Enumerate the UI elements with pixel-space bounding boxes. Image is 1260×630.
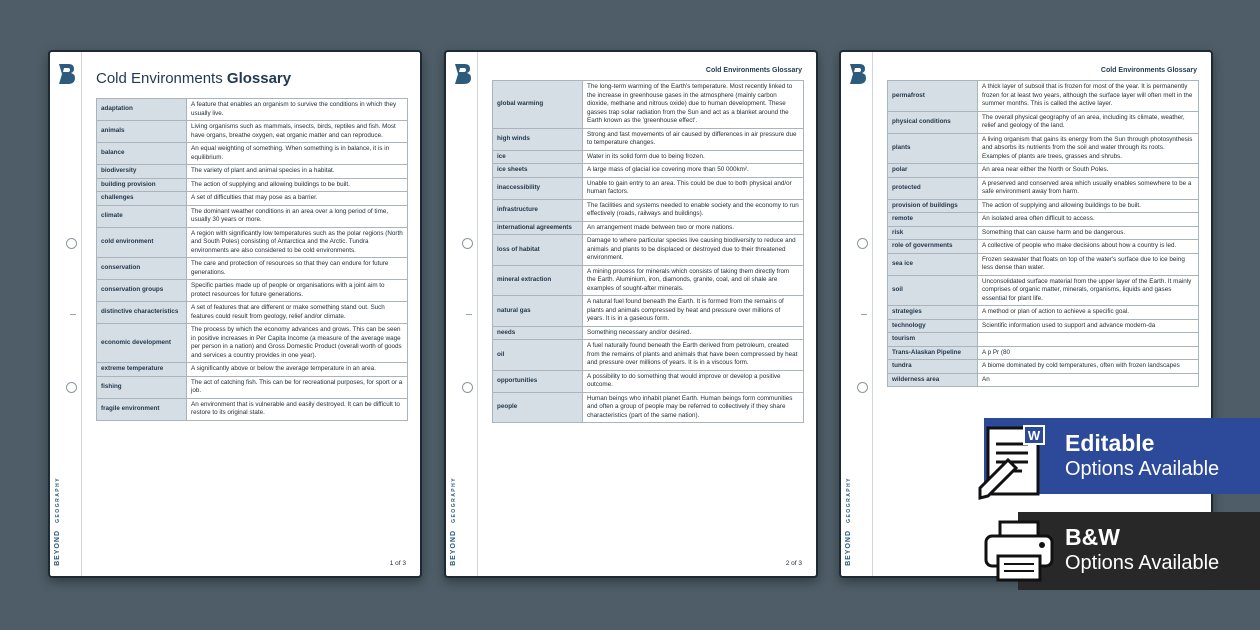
glossary-definition: A p Pr (80 [978, 346, 1199, 360]
editable-title: Editable [1065, 430, 1155, 456]
glossary-row [493, 150, 804, 164]
glossary-row [97, 302, 408, 324]
beyond-logo-icon [452, 62, 472, 86]
punch-hole [857, 382, 868, 393]
glossary-row [97, 205, 408, 227]
glossary-definition: An environment that is vulnerable and easily destroyed. It can be difficult to restore to its original state. [187, 398, 408, 420]
glossary-row [888, 319, 1199, 333]
glossary-term: needs [493, 326, 583, 340]
punch-hole [66, 382, 77, 393]
glossary-term: ice [493, 150, 583, 164]
glossary-term: tourism [888, 333, 978, 347]
brand-sub: GEOGRAPHY [846, 477, 852, 524]
glossary-definition: Human beings who inhabit planet Earth. Human beings form communities and often a group of people may be referred to collectively if they share characteristics (part of the same nation). [583, 392, 804, 423]
brand-sub: GEOGRAPHY [55, 477, 61, 524]
glossary-term: conservation groups [97, 280, 187, 302]
glossary-page-1 [48, 50, 422, 578]
fold-mark [70, 314, 76, 315]
brand-name: BEYOND [450, 530, 457, 566]
punch-hole [462, 382, 473, 393]
glossary-definition: An area near either the North or South Poles. [978, 164, 1199, 178]
glossary-definition: A method or plan of action to achieve a specific goal. [978, 306, 1199, 320]
glossary-definition: Unconsolidated surface material from the upper layer of the Earth. It mainly comprises of organic matter, minerals, organisms, liquids and gases essential for plant life. [978, 275, 1199, 306]
glossary-definition: The act of catching fish. This can be for recreational purposes, for sport or a job. [187, 376, 408, 398]
glossary-term: challenges [97, 192, 187, 206]
glossary-row [493, 221, 804, 235]
glossary-row [888, 226, 1199, 240]
glossary-term: cold environment [97, 227, 187, 258]
glossary-definition: A preserved and conserved area which usually enables somewhere to be a safe environment away from harm. [978, 177, 1199, 199]
beyond-logo-icon [847, 62, 867, 86]
glossary-row [888, 133, 1199, 164]
glossary-definition: A fuel naturally found beneath the Earth derived from petroleum, created from the remains of plants and animals that have been compressed by heat and pressure over millions of years. It is in a viscous form. [583, 340, 804, 371]
brand-name: BEYOND [845, 530, 852, 566]
glossary-definition: Unable to gain entry to an area. This could be due to both physical and/or human factors. [583, 177, 804, 199]
glossary-row [888, 333, 1199, 347]
glossary-definition: Water in its solid form due to being frozen. [583, 150, 804, 164]
svg-text:W: W [1027, 428, 1041, 443]
glossary-term: protected [888, 177, 978, 199]
glossary-row [97, 258, 408, 280]
glossary-term: provision of buildings [888, 199, 978, 213]
glossary-row [493, 177, 804, 199]
page-title-main: Cold Environments [96, 70, 227, 87]
glossary-term: biodiversity [97, 165, 187, 179]
glossary-term: plants [888, 133, 978, 164]
glossary-term: mineral extraction [493, 265, 583, 296]
glossary-row [97, 192, 408, 206]
glossary-term: Trans-Alaskan Pipeline [888, 346, 978, 360]
glossary-row [97, 227, 408, 258]
glossary-definition: An arrangement made between two or more nations. [583, 221, 804, 235]
glossary-row [888, 275, 1199, 306]
glossary-term: natural gas [493, 296, 583, 327]
glossary-term: soil [888, 275, 978, 306]
glossary-row [493, 164, 804, 178]
glossary-definition: A thick layer of subsoil that is frozen for most of the year. It is permanently frozen for at least two years, although the surface layer will often melt in the summer months. This is called the active layer. [978, 81, 1199, 112]
glossary-definition: A biome dominated by cold temperatures, often with frozen landscapes [978, 360, 1199, 374]
glossary-row [888, 213, 1199, 227]
glossary-definition: The facilities and systems needed to enable society and the economy to run effectively (roads, railways and buildings). [583, 199, 804, 221]
glossary-row [888, 177, 1199, 199]
glossary-definition: A significantly above or below the average temperature in an area. [187, 363, 408, 377]
glossary-term: physical conditions [888, 111, 978, 133]
glossary-definition: The dominant weather conditions in an area over a long period of time, usually 30 years or more. [187, 205, 408, 227]
glossary-row [493, 296, 804, 327]
glossary-row [493, 392, 804, 423]
printer-icon [982, 520, 1056, 582]
page-margin [841, 52, 873, 576]
fold-mark [861, 314, 867, 315]
glossary-row [493, 340, 804, 371]
page-margin [446, 52, 478, 576]
bw-subtitle: Options Available [1065, 552, 1220, 574]
glossary-definition: Scientific information used to support and advance modern-da [978, 319, 1199, 333]
punch-hole [66, 238, 77, 249]
glossary-term: infrastructure [493, 199, 583, 221]
glossary-definition: The overall physical geography of an area, including its climate, weather, relief and geology of the land. [978, 111, 1199, 133]
glossary-definition: An isolated area often difficult to access. [978, 213, 1199, 227]
glossary-row [888, 81, 1199, 112]
glossary-term: distinctive characteristics [97, 302, 187, 324]
glossary-row [97, 376, 408, 398]
bw-title: B&W [1065, 524, 1120, 550]
glossary-row [97, 280, 408, 302]
glossary-term: risk [888, 226, 978, 240]
glossary-term: global warming [493, 81, 583, 129]
glossary-row [97, 178, 408, 192]
glossary-definition: A feature that enables an organism to survive the conditions in which they usually live. [187, 99, 408, 121]
glossary-term: inaccessibility [493, 177, 583, 199]
glossary-row [888, 164, 1199, 178]
glossary-page-2 [444, 50, 818, 578]
brand-vertical [845, 477, 852, 566]
glossary-definition: The action of supplying and allowing buildings to be built. [187, 178, 408, 192]
glossary-definition: The process by which the economy advances and grows. This can be seen in positive increases in Per Capita Income (a measure of the average wage per person in a nation) and Gross Domestic Product (overall worth of goods and services a country provides in one year). [187, 324, 408, 363]
glossary-term: loss of habitat [493, 235, 583, 266]
glossary-definition: A large mass of glacial ice covering more than 50 000km². [583, 164, 804, 178]
page-margin [50, 52, 82, 576]
glossary-row [493, 81, 804, 129]
page-title [96, 70, 291, 87]
glossary-definition: A region with significantly low temperatures such as the polar regions (North and South Poles) consisting of Antarctica and the Arctic. Tundra environments are also considered to be cold environments. [187, 227, 408, 258]
glossary-table [96, 98, 408, 421]
glossary-row [97, 99, 408, 121]
glossary-term: extreme temperature [97, 363, 187, 377]
glossary-row [888, 373, 1199, 387]
glossary-term: balance [97, 143, 187, 165]
glossary-row [888, 253, 1199, 275]
glossary-row [493, 265, 804, 296]
glossary-definition: The care and protection of resources so that they can endure for future generations. [187, 258, 408, 280]
glossary-row [888, 346, 1199, 360]
glossary-definition: Something necessary and/or desired. [583, 326, 804, 340]
glossary-definition: Something that can cause harm and be dangerous. [978, 226, 1199, 240]
punch-hole [857, 238, 868, 249]
editable-subtitle: Options Available [1065, 458, 1220, 480]
glossary-row [493, 128, 804, 150]
brand-vertical [450, 477, 457, 566]
glossary-term: role of governments [888, 240, 978, 254]
glossary-term: polar [888, 164, 978, 178]
glossary-table [887, 80, 1199, 387]
glossary-term: building provision [97, 178, 187, 192]
glossary-definition: A set of features that are different or make something stand out. Such features could result from geology, relief and/or climate. [187, 302, 408, 324]
glossary-term: remote [888, 213, 978, 227]
glossary-table [492, 80, 804, 423]
glossary-row [493, 199, 804, 221]
glossary-row [888, 360, 1199, 374]
glossary-term: climate [97, 205, 187, 227]
word-document-icon [978, 422, 1054, 504]
glossary-term: high winds [493, 128, 583, 150]
glossary-definition: A possibility to do something that would improve or develop a positive outcome. [583, 370, 804, 392]
glossary-term: strategies [888, 306, 978, 320]
glossary-row [493, 235, 804, 266]
page-title-bold: Glossary [226, 70, 292, 87]
glossary-row [97, 121, 408, 143]
glossary-row [97, 398, 408, 420]
glossary-row [97, 165, 408, 179]
beyond-logo-icon [56, 62, 76, 86]
page-number: 1 of 3 [389, 560, 406, 567]
glossary-definition: A natural fuel found beneath the Earth. It is formed from the remains of plants and animals compressed by heat and pressure over millions of years. It is in a gaseous form. [583, 296, 804, 327]
glossary-definition: A mining process for minerals which consists of taking them directly from the Earth. Aluminium, iron, diamonds, granite, coal, and oil shale are examples of sought-after minerals. [583, 265, 804, 296]
glossary-term: oil [493, 340, 583, 371]
glossary-term: tundra [888, 360, 978, 374]
glossary-row [97, 363, 408, 377]
glossary-row [888, 111, 1199, 133]
brand-vertical [54, 477, 61, 566]
glossary-term: sea ice [888, 253, 978, 275]
glossary-definition: Frozen seawater that floats on top of the water's surface due to ice being less dense than water. [978, 253, 1199, 275]
glossary-definition: Damage to where particular species live causing biodiversity to reduce and animals and plants to be displaced or destroyed due to their threatened environment. [583, 235, 804, 266]
glossary-row [888, 240, 1199, 254]
editable-options-banner[interactable] [984, 418, 1260, 494]
bw-options-banner[interactable] [1018, 512, 1260, 590]
glossary-row [493, 370, 804, 392]
glossary-term: international agreements [493, 221, 583, 235]
punch-hole [462, 238, 473, 249]
glossary-row [97, 143, 408, 165]
glossary-definition: Specific parties made up of people or organisations with a joint aim to protect resources for future generations. [187, 280, 408, 302]
fold-mark [466, 314, 472, 315]
glossary-row [888, 306, 1199, 320]
glossary-definition: A living organism that gains its energy from the Sun through photosynthesis and absorbs its nutrients from the soil and water through its roots. Examples of plants are trees, grasses and shrubs. [978, 133, 1199, 164]
glossary-definition: The long-term warming of the Earth's temperature. Most recently linked to the increase in greenhouse gases in the atmosphere (mainly carbon dioxide, methane and nitrous oxide) due to human development. These gasses trap solar radiation from the Sun and act as a blanket around the Earth known as the 'greenhouse effect'. [583, 81, 804, 129]
page-header-title: Cold Environments Glossary [705, 67, 802, 74]
glossary-definition: An equal weighting of something. When something is in balance, it is in equilibrium. [187, 143, 408, 165]
brand-name: BEYOND [54, 530, 61, 566]
glossary-term: economic development [97, 324, 187, 363]
glossary-row [888, 199, 1199, 213]
glossary-definition: Living organisms such as mammals, insects, birds, reptiles and fish. Most have organs, breathe oxygen, eat organic matter and can reproduce. [187, 121, 408, 143]
glossary-term: animals [97, 121, 187, 143]
glossary-term: technology [888, 319, 978, 333]
brand-sub: GEOGRAPHY [451, 477, 457, 524]
glossary-definition: A collective of people who make decisions about how a country is led. [978, 240, 1199, 254]
glossary-term: fragile environment [97, 398, 187, 420]
page-header-title: Cold Environments Glossary [1100, 67, 1197, 74]
glossary-term: permafrost [888, 81, 978, 112]
glossary-term: adaptation [97, 99, 187, 121]
glossary-definition: A set of difficulties that may pose as a barrier. [187, 192, 408, 206]
glossary-term: people [493, 392, 583, 423]
glossary-definition: The variety of plant and animal species in a habitat. [187, 165, 408, 179]
glossary-term: conservation [97, 258, 187, 280]
glossary-definition [978, 333, 1199, 347]
glossary-term: ice sheets [493, 164, 583, 178]
glossary-definition: An [978, 373, 1199, 387]
glossary-row [493, 326, 804, 340]
glossary-definition: Strong and fast movements of air caused by differences in air pressure due to temperature changes. [583, 128, 804, 150]
glossary-term: wilderness area [888, 373, 978, 387]
page-number: 2 of 3 [785, 560, 802, 567]
glossary-term: opportunities [493, 370, 583, 392]
glossary-term: fishing [97, 376, 187, 398]
glossary-row [97, 324, 408, 363]
glossary-definition: The action of supplying and allowing buildings to be built. [978, 199, 1199, 213]
